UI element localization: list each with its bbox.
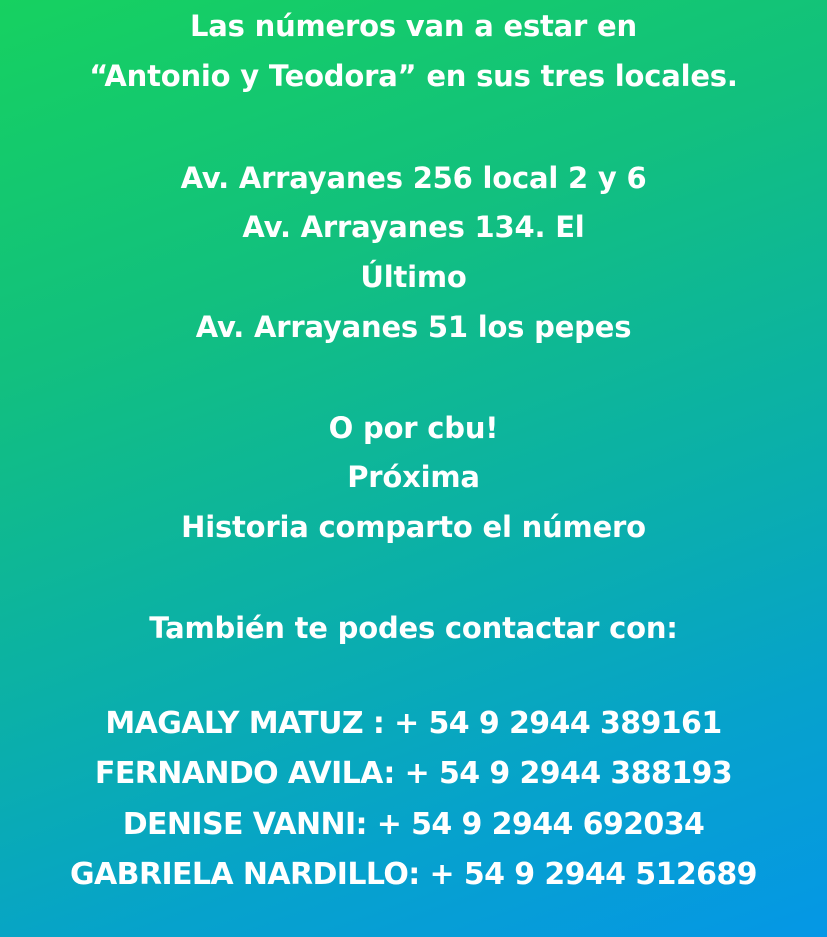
address-line-3: Último — [360, 260, 467, 294]
cbu-line-1: O por cbu! — [328, 411, 499, 445]
contact-line-2: FERNANDO AVILA: + 54 9 2944 388193 — [94, 756, 733, 791]
cbu-line-2: Próxima — [347, 460, 480, 494]
contact-line-3: DENISE VANNI: + 54 9 2944 692034 — [122, 807, 705, 842]
address-line-2: Av. Arrayanes 134. El — [242, 210, 585, 244]
contact-heading: También te podes contactar con: — [149, 611, 678, 645]
contact-line-1: MAGALY MATUZ : + 54 9 2944 389161 — [105, 706, 722, 741]
intro-line-2: “Antonio y Teodora” en sus tres locales. — [89, 59, 738, 93]
address-line-1: Av. Arrayanes 256 local 2 y 6 — [180, 161, 647, 195]
address-line-4: Av. Arrayanes 51 los pepes — [195, 310, 632, 344]
cbu-line-3: Historia comparto el número — [181, 510, 646, 544]
intro-line-1: Las números van a estar en — [190, 9, 637, 43]
contact-line-4: GABRIELA NARDILLO: + 54 9 2944 512689 — [70, 857, 757, 892]
